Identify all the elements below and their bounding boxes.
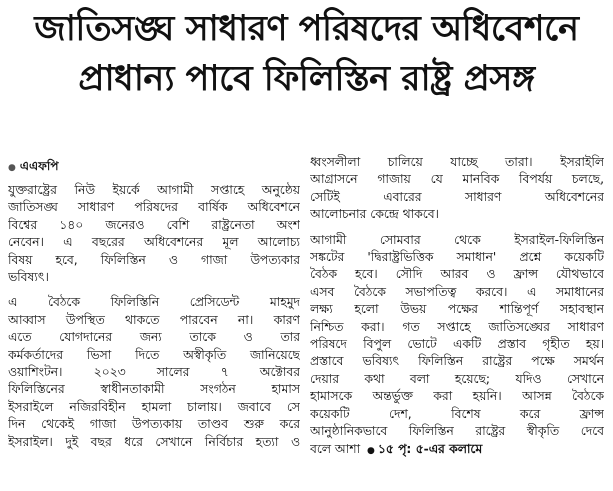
paragraph	[310, 232, 604, 460]
text-line: আনুষ্ঠানিকভাবে ফিলিস্তিন রাষ্ট্রের স্বীকৃতি দেবে	[310, 424, 604, 439]
headline-line-1: জাতিসঙ্ঘ সাধারণ পরিষদের অধিবেশনে	[34, 9, 579, 49]
text-line: বিষয় হবে, ফিলিস্তিন ও গাজা উপত্যকার	[8, 252, 300, 267]
text-line-last	[310, 441, 604, 460]
text-line: নেবেন। এ বছরের অধিবেশনের মূল আলোচ্য	[8, 235, 300, 250]
text-line: দিন থেকেই গাজা উপত্যকায় তাণ্ডব শুরু করে	[8, 417, 300, 432]
byline	[8, 158, 58, 178]
paragraph	[8, 294, 300, 451]
text-line: এ বৈঠকে ফিলিস্তিনি প্রেসিডেন্ট মাহমুদ	[8, 295, 300, 310]
text-line: ইসরাইলে নজিরবিহীন হামলা চালায়। জবাবে সে	[8, 399, 300, 414]
continued-reference	[364, 442, 482, 456]
text-line: আলোচনার কেন্দ্রে থাকবে।	[310, 207, 439, 222]
bullet-icon: ●	[366, 445, 375, 456]
text-line: লক্ষ্য হলো উভয় পক্ষের শান্তিপূর্ণ সহাবস্থান	[310, 302, 604, 317]
text-line: দেয়ার কথা বলা হয়েছে; যদিও সেখানে	[310, 371, 604, 386]
text-line: সঙ্কটের 'দ্বিরাষ্ট্রভিত্তিক সমাধান' প্রশ্নে কয়েকটি	[310, 250, 604, 265]
text-line: আগামী সোমবার থেকে ইসরাইল-ফিলিস্তিন	[310, 232, 604, 247]
text-line: হামাসকে অন্তর্ভুক্ত করা হয়নি। আসন্ন বৈঠকে	[310, 389, 604, 404]
text-line: ইসরাইল। দুই বছর ধরে সেখানে নির্বিচার হত্যা ও	[8, 434, 300, 449]
headline	[0, 4, 613, 104]
right-column	[310, 154, 604, 460]
paragraph	[8, 182, 300, 286]
byline-source: এএফপি	[19, 159, 59, 173]
text-line: আব্বাস উপস্থিত থাকতে পারবেন না। কারণ	[8, 312, 300, 327]
text-line: এসব বৈঠকে সভাপতিত্ব করবে। এ সমাধানের	[310, 284, 604, 299]
bullet-icon: ●	[8, 163, 16, 173]
text-line: যুক্তরাষ্ট্রের নিউ ইয়র্কে আগামী সপ্তাহে অনুষ্ঠেয়	[8, 183, 300, 197]
text-line: নিশ্চিত করা। গত সপ্তাহে জাতিসঙ্ঘের সাধারণ	[310, 319, 604, 334]
text-line: পরিষদে বিপুল ভোটে একটি প্রস্তাব গৃহীত হয়।	[310, 337, 604, 352]
text-line: বৈঠক হবে। সৌদি আরব ও ফ্রান্স যৌথভাবে	[310, 267, 604, 282]
text-line: ধ্বংসলীলা চালিয়ে যাচ্ছে তারা। ইসরাইলি	[310, 155, 604, 169]
last-line-text: বলে আশা	[310, 441, 361, 456]
text-line: ওয়াশিংটন। ২০২৩ সালের ৭ অক্টোবর	[8, 365, 300, 380]
headline-line-2: প্রাধান্য পাবে ফিলিস্তিন রাষ্ট্র প্রসঙ্গ	[78, 59, 535, 99]
text-line: জাতিসঙ্ঘ সাধারণ পরিষদের বার্ষিক অধিবেশনে	[8, 200, 300, 215]
continued-label: ১৫ পৃ: ৫-এর কলামে	[377, 441, 483, 456]
text-line: এতে যোগদানের জন্য তাকে ও তার	[8, 330, 300, 345]
text-line: ভবিষ্যৎ।	[8, 270, 49, 285]
text-line: কর্মকর্তাদের ভিসা দিতে অস্বীকৃতি জানিয়েছে	[8, 347, 300, 362]
paragraph	[310, 154, 604, 224]
text-line: কয়েকটি দেশ, বিশেষ করে ফ্রান্স	[310, 406, 604, 421]
text-line: আগ্রাসনে গাজায় যে মানবিক বিপর্যয় চলছে,	[310, 172, 604, 187]
text-line: সেটিই এবারের সাধারণ অধিবেশনের	[310, 189, 604, 204]
text-line: ফিলিস্তিনের স্বাধীনতাকামী সংগঠন হামাস	[8, 382, 300, 397]
text-line: বিশ্বের ১৪০ জনেরও বেশি রাষ্ট্রনেতা অংশ	[8, 217, 300, 232]
left-column	[8, 182, 300, 451]
text-line: প্রস্তাবে ভবিষ্যৎ ফিলিস্তিন রাষ্ট্রের পক্ষে সমর্থন	[310, 354, 604, 369]
